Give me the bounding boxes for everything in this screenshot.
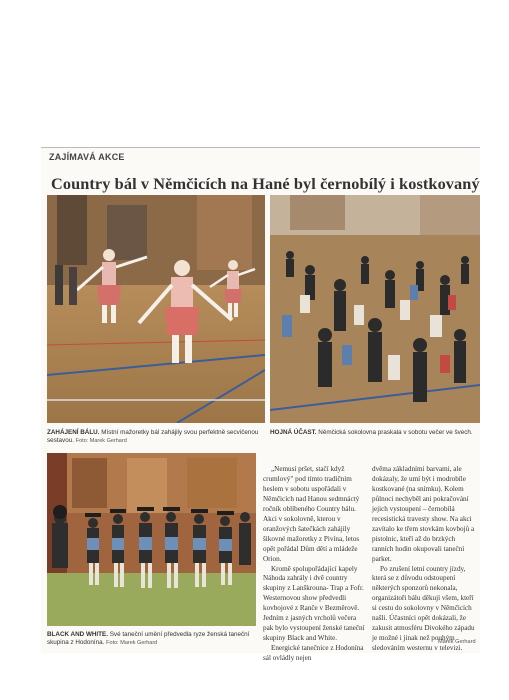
article-author: Marek Gerhard — [438, 639, 476, 645]
article-paragraph: Energické tanečnice z Hodonína sál ovládly nejen — [263, 644, 364, 663]
caption-black-and-white — [47, 631, 259, 648]
caption-black-and-white-lead: BLACK AND WHITE. — [47, 631, 108, 638]
article-column-2 — [372, 465, 476, 654]
top-rule — [41, 147, 480, 148]
photo-majorettes — [47, 195, 265, 423]
caption-black-and-white-credit: Foto: Marek Gerhard — [106, 640, 158, 647]
article-paragraph: Po zrušení letní country jízdy, která se z důvodu odstoupení některých sponzorů nekonala, organizátoři bálu děkují všem, kteří si cestu do sokolovny v Němčicích našli. Účastníci opět dokázali, že zakusit atmosféru Divokého západu je možné i jinak než pouhým sledováním westernu v televizi. — [372, 564, 475, 653]
photo-dance-crowd — [270, 195, 480, 423]
article-column-1 — [263, 465, 366, 664]
article-paragraph: Kromě spolupořádající kapely Náhoda zahrály i dvě country skupiny z Lanškrouna- Trap a Fofr. Westernovou show předvedli kovbojové z Ranče v Bezměrově. Jedním z jasných vrcholů večera pak bylo vystoupení ženské taneční skupiny Black and White. — [263, 564, 365, 643]
photo-black-and-white-dancers — [47, 453, 256, 626]
caption-crowd-text: Němčická sokolovna praskala v sobotu večer ve švech. — [316, 429, 473, 436]
caption-majorettes-lead: ZAHÁJENÍ BÁLU. — [47, 429, 100, 436]
caption-crowd-lead: HOJNÁ ÚČAST. — [270, 429, 317, 436]
section-label: ZAJÍMAVÁ AKCE — [49, 152, 125, 162]
caption-crowd — [270, 429, 480, 437]
article-headline: Country bál v Němčicích na Hané byl černobílý i kostkovaný — [51, 174, 480, 193]
caption-majorettes-credit: Foto: Marek Gerhard — [75, 438, 127, 445]
caption-majorettes — [47, 429, 265, 446]
caption-majorettes-text: Místní mažoretky bál zahájily svou perfektně secvičenou sestavou. — [47, 429, 259, 445]
newspaper-clipping — [41, 147, 480, 663]
article-paragraph: „Nemusí pršet, stačí když crumlový" pod tímto tradičním heslem v sobotu uspořádali v Němčicích nad Hanou sedmnáctý ročník oblíbeného Country bálu. Akci v sokolovně, kterou v oranžových šatečkách zahájily šikovné mažoretky z Pivína, letos opět pořádal Dům dětí a mládeže Orion. — [263, 465, 360, 563]
article-paragraph: dvěma základními barvami, ale dokázaly, že umí být i modrobíle kostkované (na snímku). Kolem půlnoci nechyběl ani pokračování jejich vystoupení – černobílá recesistická travesty show. Na akci zavítalo ke třem stovkám kovbojů a pistolnic, kteří až do brzkých ranních hodin okupovali taneční parket. — [372, 465, 475, 563]
caption-black-and-white-text: Své taneční umění předvedla ryze ženská taneční skupina z Hodonína. — [47, 631, 250, 647]
